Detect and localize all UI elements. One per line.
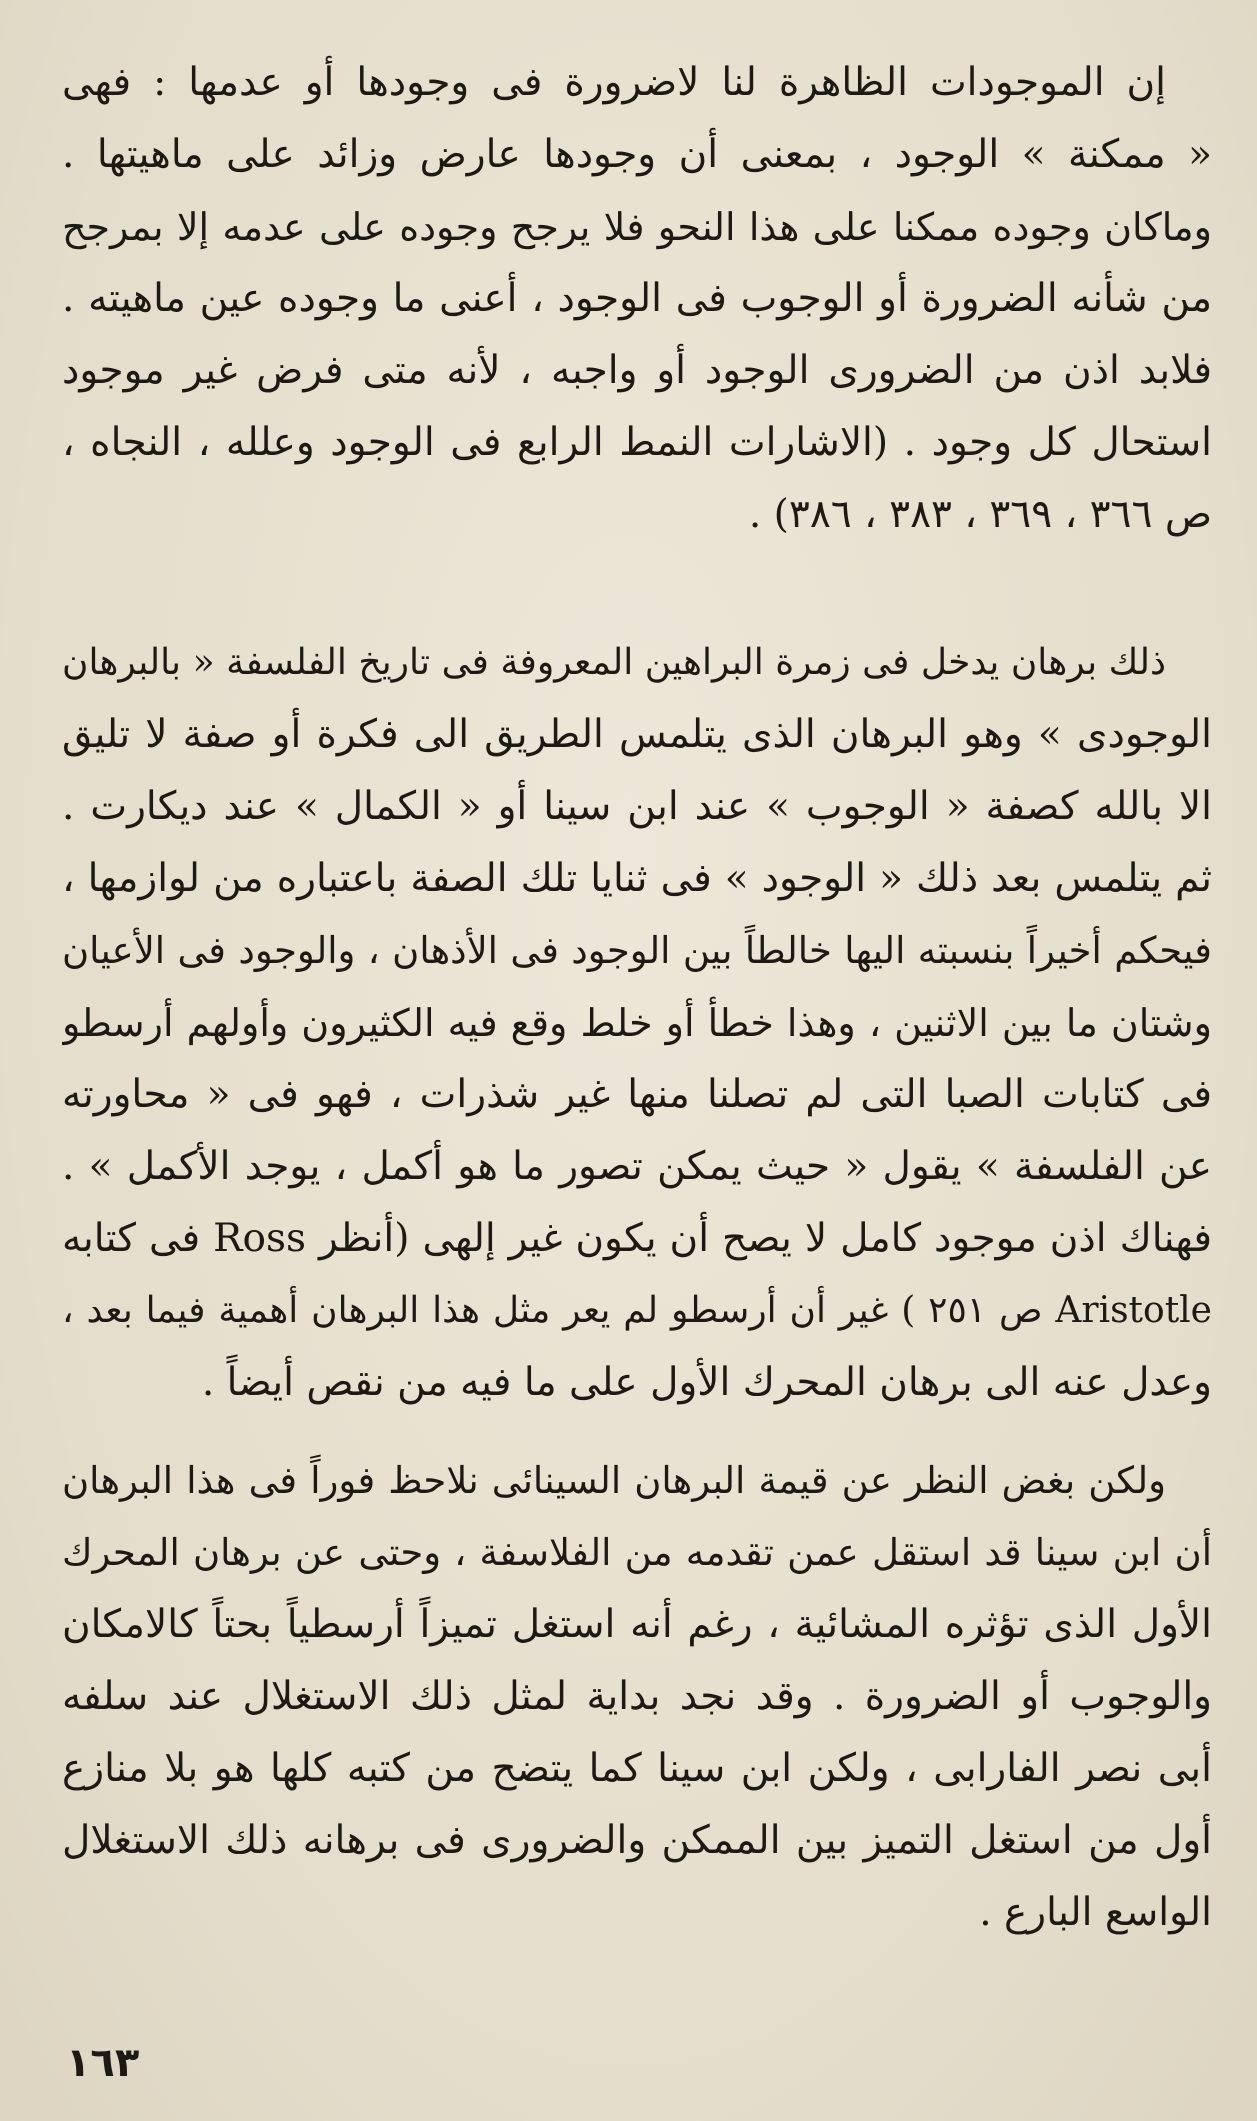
paragraph-3 (62, 1445, 1212, 1949)
paragraph-1 (62, 47, 1212, 551)
text-line: إن الموجودات الظاهرة لنا لاضرورة فى وجودها أو عدمها : فهى (62, 60, 1166, 105)
text-line: الوجودى » وهو البرهان الذى يتلمس الطريق الى فكرة أو صفة لا تليق (62, 712, 1212, 757)
text-line: فى كتابات الصبا التى لم تصلنا منها غير شذرات ، فهو فى « محاورته (62, 1072, 1212, 1117)
text-line: Aristotle ص ٢٥١ ) غير أن أرسطو لم يعر مثل هذا البرهان أهمية فيما بعد ، (62, 1290, 1212, 1331)
text-line: استحال كل وجود . (الاشارات النمط الرابع فى الوجود وعلله ، النجاه ، (62, 420, 1212, 465)
text-line: الأول الذى تؤثره المشائية ، رغم أنه استغل تميزاً أرسطياً بحتاً كالامكان (62, 1602, 1212, 1647)
text-line: ذلك برهان يدخل فى زمرة البراهين المعروفة فى تاريخ الفلسفة « بالبرهان (62, 642, 1166, 683)
paragraph-2 (62, 627, 1212, 1419)
text-line: والوجوب أو الضرورة . وقد نجد بداية لمثل ذلك الاستغلال عند سلفه (62, 1674, 1212, 1719)
text-line: أبى نصر الفارابى ، ولكن ابن سينا كما يتضح من كتبه كلها هو بلا منازع (62, 1746, 1212, 1791)
page-number: ١٦٣ (66, 2040, 140, 2086)
text-line: ولكن بغض النظر عن قيمة البرهان السينائى نلاحظ فوراً فى هذا البرهان (62, 1459, 1166, 1502)
text-line: أول من استغل التميز بين الممكن والضرورى فى برهانه ذلك الاستغلال (62, 1818, 1212, 1863)
text-line: ثم يتلمس بعد ذلك « الوجود » فى ثنايا تلك الصفة باعتباره من لوازمها ، (62, 856, 1212, 901)
text-line: وشتان ما بين الاثنين ، وهذا خطأ أو خلط وقع فيه الكثيرون وأولهم أرسطو (62, 1001, 1212, 1045)
text-line: من شأنه الضرورة أو الوجوب فى الوجود ، أعنى ما وجوده عين ماهيته . (62, 276, 1212, 321)
text-line: وماكان وجوده ممكنا على هذا النحو فلا يرجح وجوده على عدمه إلا بمرجح (62, 205, 1212, 249)
text-line: عن الفلسفة » يقول « حيث يمكن تصور ما هو أكمل ، يوجد الأكمل » . (62, 1144, 1212, 1189)
text-line: أن ابن سينا قد استقل عمن تقدمه من الفلاسفة ، وحتى عن برهان المحرك (62, 1531, 1212, 1574)
text-line: الواسع البارع . (979, 1890, 1212, 1935)
text-line: فهناك اذن موجود كامل لا يصح أن يكون غير إلهى (أنظر Ross فى كتابه (62, 1216, 1212, 1261)
text-line: فلابد اذن من الضرورى الوجود أو واجبه ، لأنه متى فرض غير موجود (62, 348, 1212, 393)
text-line: فيحكم أخيراً بنسبته اليها خالطاً بين الوجود فى الأذهان ، والوجود فى الأعيان (62, 929, 1212, 972)
text-line: وعدل عنه الى برهان المحرك الأول على ما فيه من نقص أيضاً . (201, 1360, 1212, 1405)
text-line: « ممكنة » الوجود ، بمعنى أن وجودها عارض وزائد على ماهيتها . (62, 132, 1212, 177)
text-line: الا بالله كصفة « الوجوب » عند ابن سينا أو « الكمال » عند ديكارت . (62, 784, 1212, 829)
text-line: ص ٣٦٦ ، ٣٦٩ ، ٣٨٣ ، ٣٨٦) . (748, 492, 1212, 537)
